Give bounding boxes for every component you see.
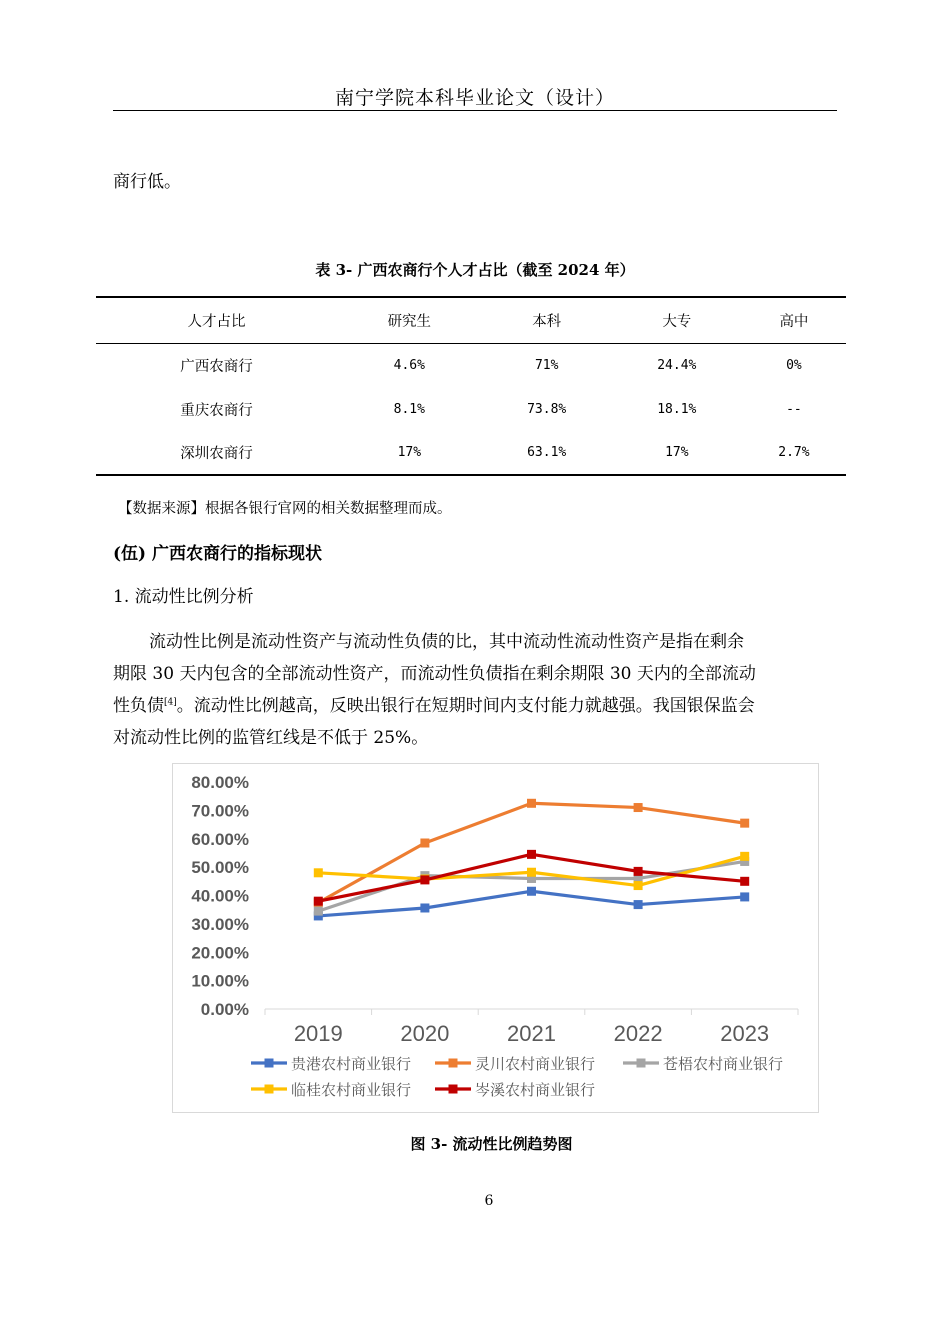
table-source-note: 【数据来源】根据各银行官网的相关数据整理而成。 [118,501,452,517]
header-rule [113,110,837,111]
data-point-marker [634,881,643,890]
y-tick-label: 10.00% [191,971,249,991]
legend-label: 岑溪农村商业银行 [475,1082,596,1099]
legend-marker [449,1059,458,1068]
table-header-cell: 大专 [612,297,742,343]
y-tick-label: 60.00% [191,829,249,849]
y-tick-label: 30.00% [191,914,249,934]
paragraph-text: 性负债 [113,696,164,716]
table-cell: 18.1% [657,401,697,417]
table-caption: 表 3- 广西农商行个人才占比（截至 2024 年） [315,261,635,279]
table-header-cell: 本科 [482,297,612,343]
data-point-marker [527,850,536,859]
talent-ratio-table [96,296,846,476]
table-cell: 4.6% [393,357,425,373]
subsection-heading: 1. 流动性比例分析 [113,587,254,607]
table-cell: 63.1% [482,431,612,475]
paragraph-line: 期限 30 天内包含的全部流动性资产，而流动性负债指在剩余期限 30 天内的全部流动 [113,664,756,684]
paragraph-text: 。流动性比例越高，反映出银行在短期时间内支付能力就越强。我国银保监会 [176,696,755,716]
data-point-marker [634,867,643,876]
x-tick-label: 2020 [400,1021,450,1046]
data-point-marker [527,868,536,877]
y-tick-label: 80.00% [191,773,249,792]
data-point-marker [634,900,643,909]
legend-label: 贵港农村商业银行 [291,1056,412,1073]
table-row [96,343,846,387]
table-cell: 0% [786,357,802,373]
table-cell: 深圳农商行 [96,431,337,475]
table-header-cell: 高中 [742,297,846,343]
section-heading: (伍) 广西农商行的指标现状 [113,544,323,564]
legend-marker [637,1059,646,1068]
table-cell: -- [786,401,802,417]
data-point-marker [740,852,749,861]
table-cell: 重庆农商行 [180,402,253,419]
x-tick-label: 2022 [613,1021,663,1046]
data-point-marker [527,799,536,808]
legend-marker [449,1085,458,1094]
table-header-cell: 人才占比 [96,297,337,343]
legend-label: 灵川农村商业银行 [475,1056,596,1073]
table-cell: 8.1% [393,401,425,417]
table-header-cell: 研究生 [337,297,482,343]
data-point-marker [740,877,749,886]
table-cell: 2.7% [742,431,846,475]
table-cell: 17% [612,431,742,475]
y-tick-label: 20.00% [191,943,249,963]
paragraph-line: 流动性比例是流动性资产与流动性负债的比，其中流动性流动性资产是指在剩余 [149,632,744,652]
citation-ref[interactable]: [4] [164,697,177,708]
data-point-marker [740,819,749,828]
legend-marker [265,1059,274,1068]
x-tick-label: 2021 [507,1021,556,1046]
table-header-row [96,297,846,343]
figure-caption: 图 3- 流动性比例趋势图 [410,1135,573,1153]
table-cell: 17% [337,431,482,475]
table-cell: 71% [534,357,559,373]
page-number: 6 [484,1193,494,1209]
x-tick-label: 2023 [720,1021,770,1046]
data-point-marker [314,868,323,877]
y-tick-label: 40.00% [191,886,249,906]
data-point-marker [420,875,429,884]
data-point-marker [527,887,536,896]
y-tick-label: 0.00% [200,1000,249,1019]
x-tick-label: 2019 [293,1021,343,1046]
table-row [96,387,846,431]
paragraph-line: 对流动性比例的监管红线是不低于 25%。 [113,728,429,748]
data-point-marker [634,803,643,812]
y-tick-label: 70.00% [191,801,249,821]
table-cell: 广西农商行 [180,358,253,375]
table-cell: 24.4% [657,357,697,373]
intro-tail-text: 商行低。 [113,172,181,192]
paragraph-line [113,690,837,722]
running-header: 南宁学院本科毕业论文（设计） [334,87,615,109]
data-point-marker [420,903,429,912]
legend-marker [265,1085,274,1094]
data-point-marker [740,892,749,901]
y-tick-label: 50.00% [191,858,249,878]
table-row [96,431,846,475]
data-point-marker [314,907,323,916]
data-point-marker [314,897,323,906]
chart-svg [173,764,818,1112]
legend-label: 苍梧农村商业银行 [663,1056,784,1073]
body-paragraph [113,626,837,754]
legend-label: 临桂农村商业银行 [291,1082,412,1099]
liquidity-ratio-chart [172,763,819,1113]
table-cell: 73.8% [527,401,567,417]
data-point-marker [420,839,429,848]
